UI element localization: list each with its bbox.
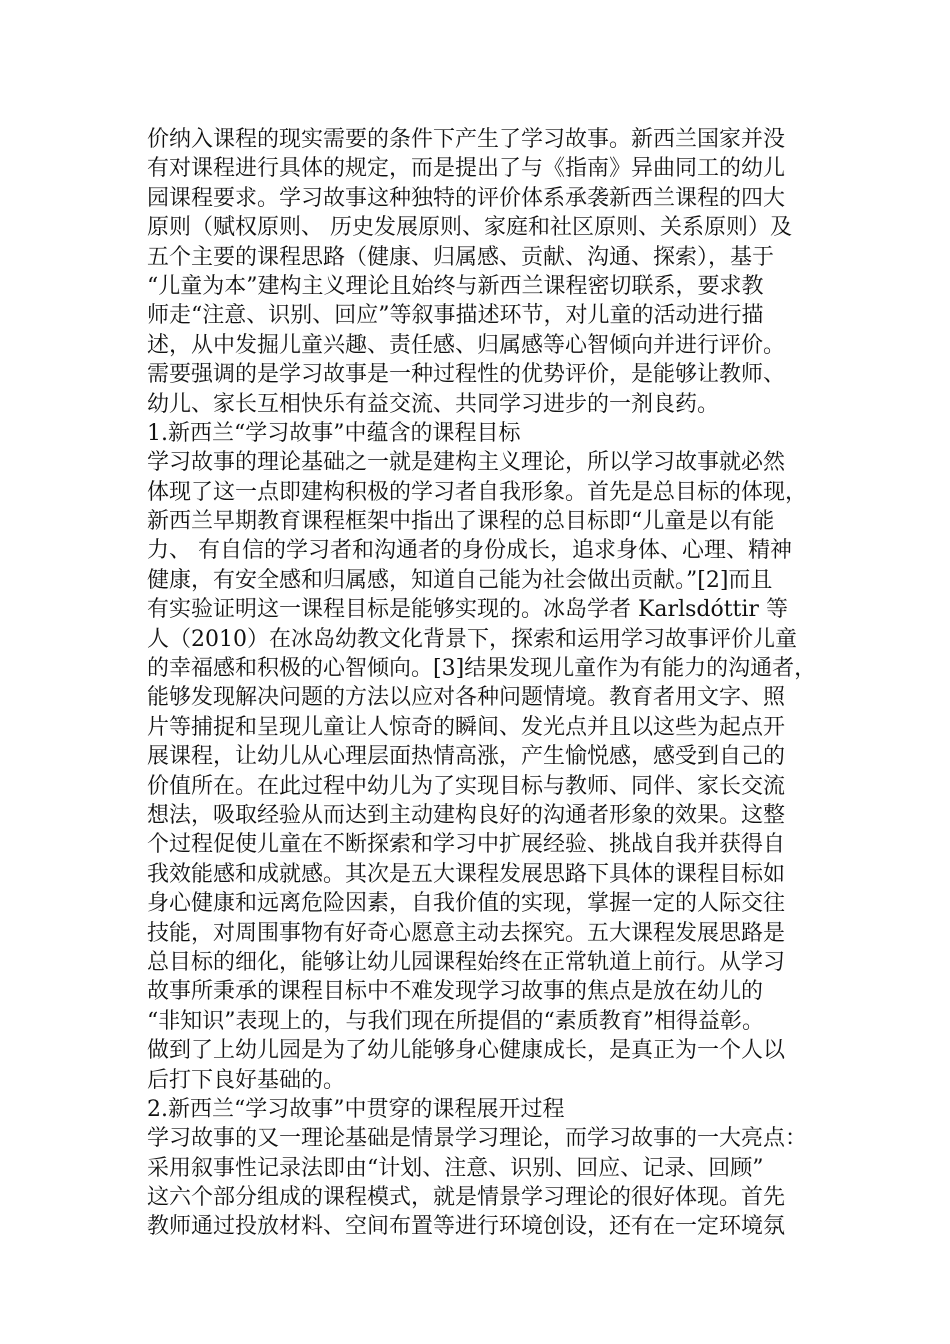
text-line: 故事所秉承的课程目标中不难发现学习故事的焦点是放在幼儿的 [147, 979, 764, 1005]
text-line: 技能，对周围事物有好奇心愿意主动去探究。五大课程发展思路是 [147, 920, 786, 946]
text-line: 力、 有自信的学习者和沟通者的身份成长，追求身体、心理、精神 [147, 538, 792, 564]
text-line: 师走“注意、识别、回应”等叙事描述环节，对儿童的活动进行描 [147, 303, 764, 329]
text-line: 个过程促使儿童在不断探索和学习中扩展经验、挑战自我并获得自 [147, 832, 786, 858]
text-line: 总目标的细化，能够让幼儿园课程始终在正常轨道上前行。从学习 [147, 949, 786, 975]
text-line: 价纳入课程的现实需要的条件下产生了学习故事。新西兰国家并没 [147, 127, 786, 152]
body-text [147, 125, 817, 1242]
text-line: 身心健康和远离危险因素，自我价值的实现，掌握一定的人际交往 [147, 891, 786, 917]
text-line: 述，从中发掘儿童兴趣、责任感、归属感等心智倾向并进行评价。 [147, 332, 786, 358]
text-line: 园课程要求。学习故事这种独特的评价体系承袭新西兰课程的四大 [147, 185, 786, 211]
text-line: 学习故事的又一理论基础是情景学习理论，而学习故事的一大亮点： [147, 1126, 808, 1152]
text-line: 需要强调的是学习故事是一种过程性的优势评价，是能够让教师、 [147, 362, 786, 388]
text-line: 健康，有安全感和归属感，知道自己能为社会做出贡献。”[2]而且 [147, 567, 773, 593]
text-line: 幼儿、家长互相快乐有益交流、共同学习进步的一剂良药。 [147, 391, 720, 417]
text-line: 有对课程进行具体的规定，而是提出了与《指南》异曲同工的幼儿 [147, 156, 786, 182]
section-heading-2: 2.新西兰“学习故事”中贯穿的课程展开过程 [147, 1096, 565, 1122]
text-line: 五个主要的课程思路（健康、归属感、贡献、沟通、探索），基于 [147, 244, 775, 270]
text-line: 展课程，让幼儿从心理层面热情高涨，产生愉悦感，感受到自己的 [147, 744, 786, 770]
text-line: 原则（赋权原则、 历史发展原则、家庭和社区原则、关系原则）及 [147, 215, 792, 241]
text-line: 采用叙事性记录法即由“计划、注意、识别、回应、记录、回顾” [147, 1155, 764, 1181]
text-line: 后打下良好基础的。 [147, 1067, 346, 1093]
text-line: 学习故事的理论基础之一就是建构主义理论，所以学习故事就必然 [147, 450, 786, 476]
text-line: 人（2010）在冰岛幼教文化背景下，探索和运用学习故事评价儿童 [147, 626, 797, 652]
text-line: 价值所在。在此过程中幼儿为了实现目标与教师、同伴、家长交流 [147, 773, 786, 799]
text-line: “儿童为本”建构主义理论且始终与新西兰课程密切联系，要求教 [147, 273, 764, 299]
text-line: 做到了上幼儿园是为了幼儿能够身心健康成长，是真正为一个人以 [147, 1038, 786, 1064]
text-line: 这六个部分组成的课程模式，就是情景学习理论的很好体现。首先 [147, 1185, 786, 1211]
text-line: 能够发现解决问题的方法以应对各种问题情境。教育者用文字、照 [147, 685, 786, 711]
text-line: 体现了这一点即建构积极的学习者自我形象。首先是总目标的体现， [147, 479, 808, 505]
text-line: 教师通过投放材料、空间布置等进行环境创设，还有在一定环境氛 [147, 1214, 786, 1240]
text-line: “非知识”表现上的，与我们现在所提倡的“素质教育”相得益彰。 [147, 1008, 764, 1034]
text-line: 我效能感和成就感。其次是五大课程发展思路下具体的课程目标如 [147, 861, 786, 887]
text-line: 片等捕捉和呈现儿童让人惊奇的瞬间、发光点并且以这些为起点开 [147, 714, 786, 740]
text-line: 的幸福感和积极的心智倾向。[3]结果发现儿童作为有能力的沟通者， [147, 656, 817, 682]
section-heading-1: 1.新西兰“学习故事”中蕴含的课程目标 [147, 420, 521, 446]
text-line: 有实验证明这一课程目标是能够实现的。冰岛学者 Karlsdóttir 等 [147, 597, 788, 623]
text-line: 新西兰早期教育课程框架中指出了课程的总目标即“儿童是以有能 [147, 509, 775, 535]
text-line: 想法，吸取经验从而达到主动建构良好的沟通者形象的效果。这整 [147, 802, 786, 828]
